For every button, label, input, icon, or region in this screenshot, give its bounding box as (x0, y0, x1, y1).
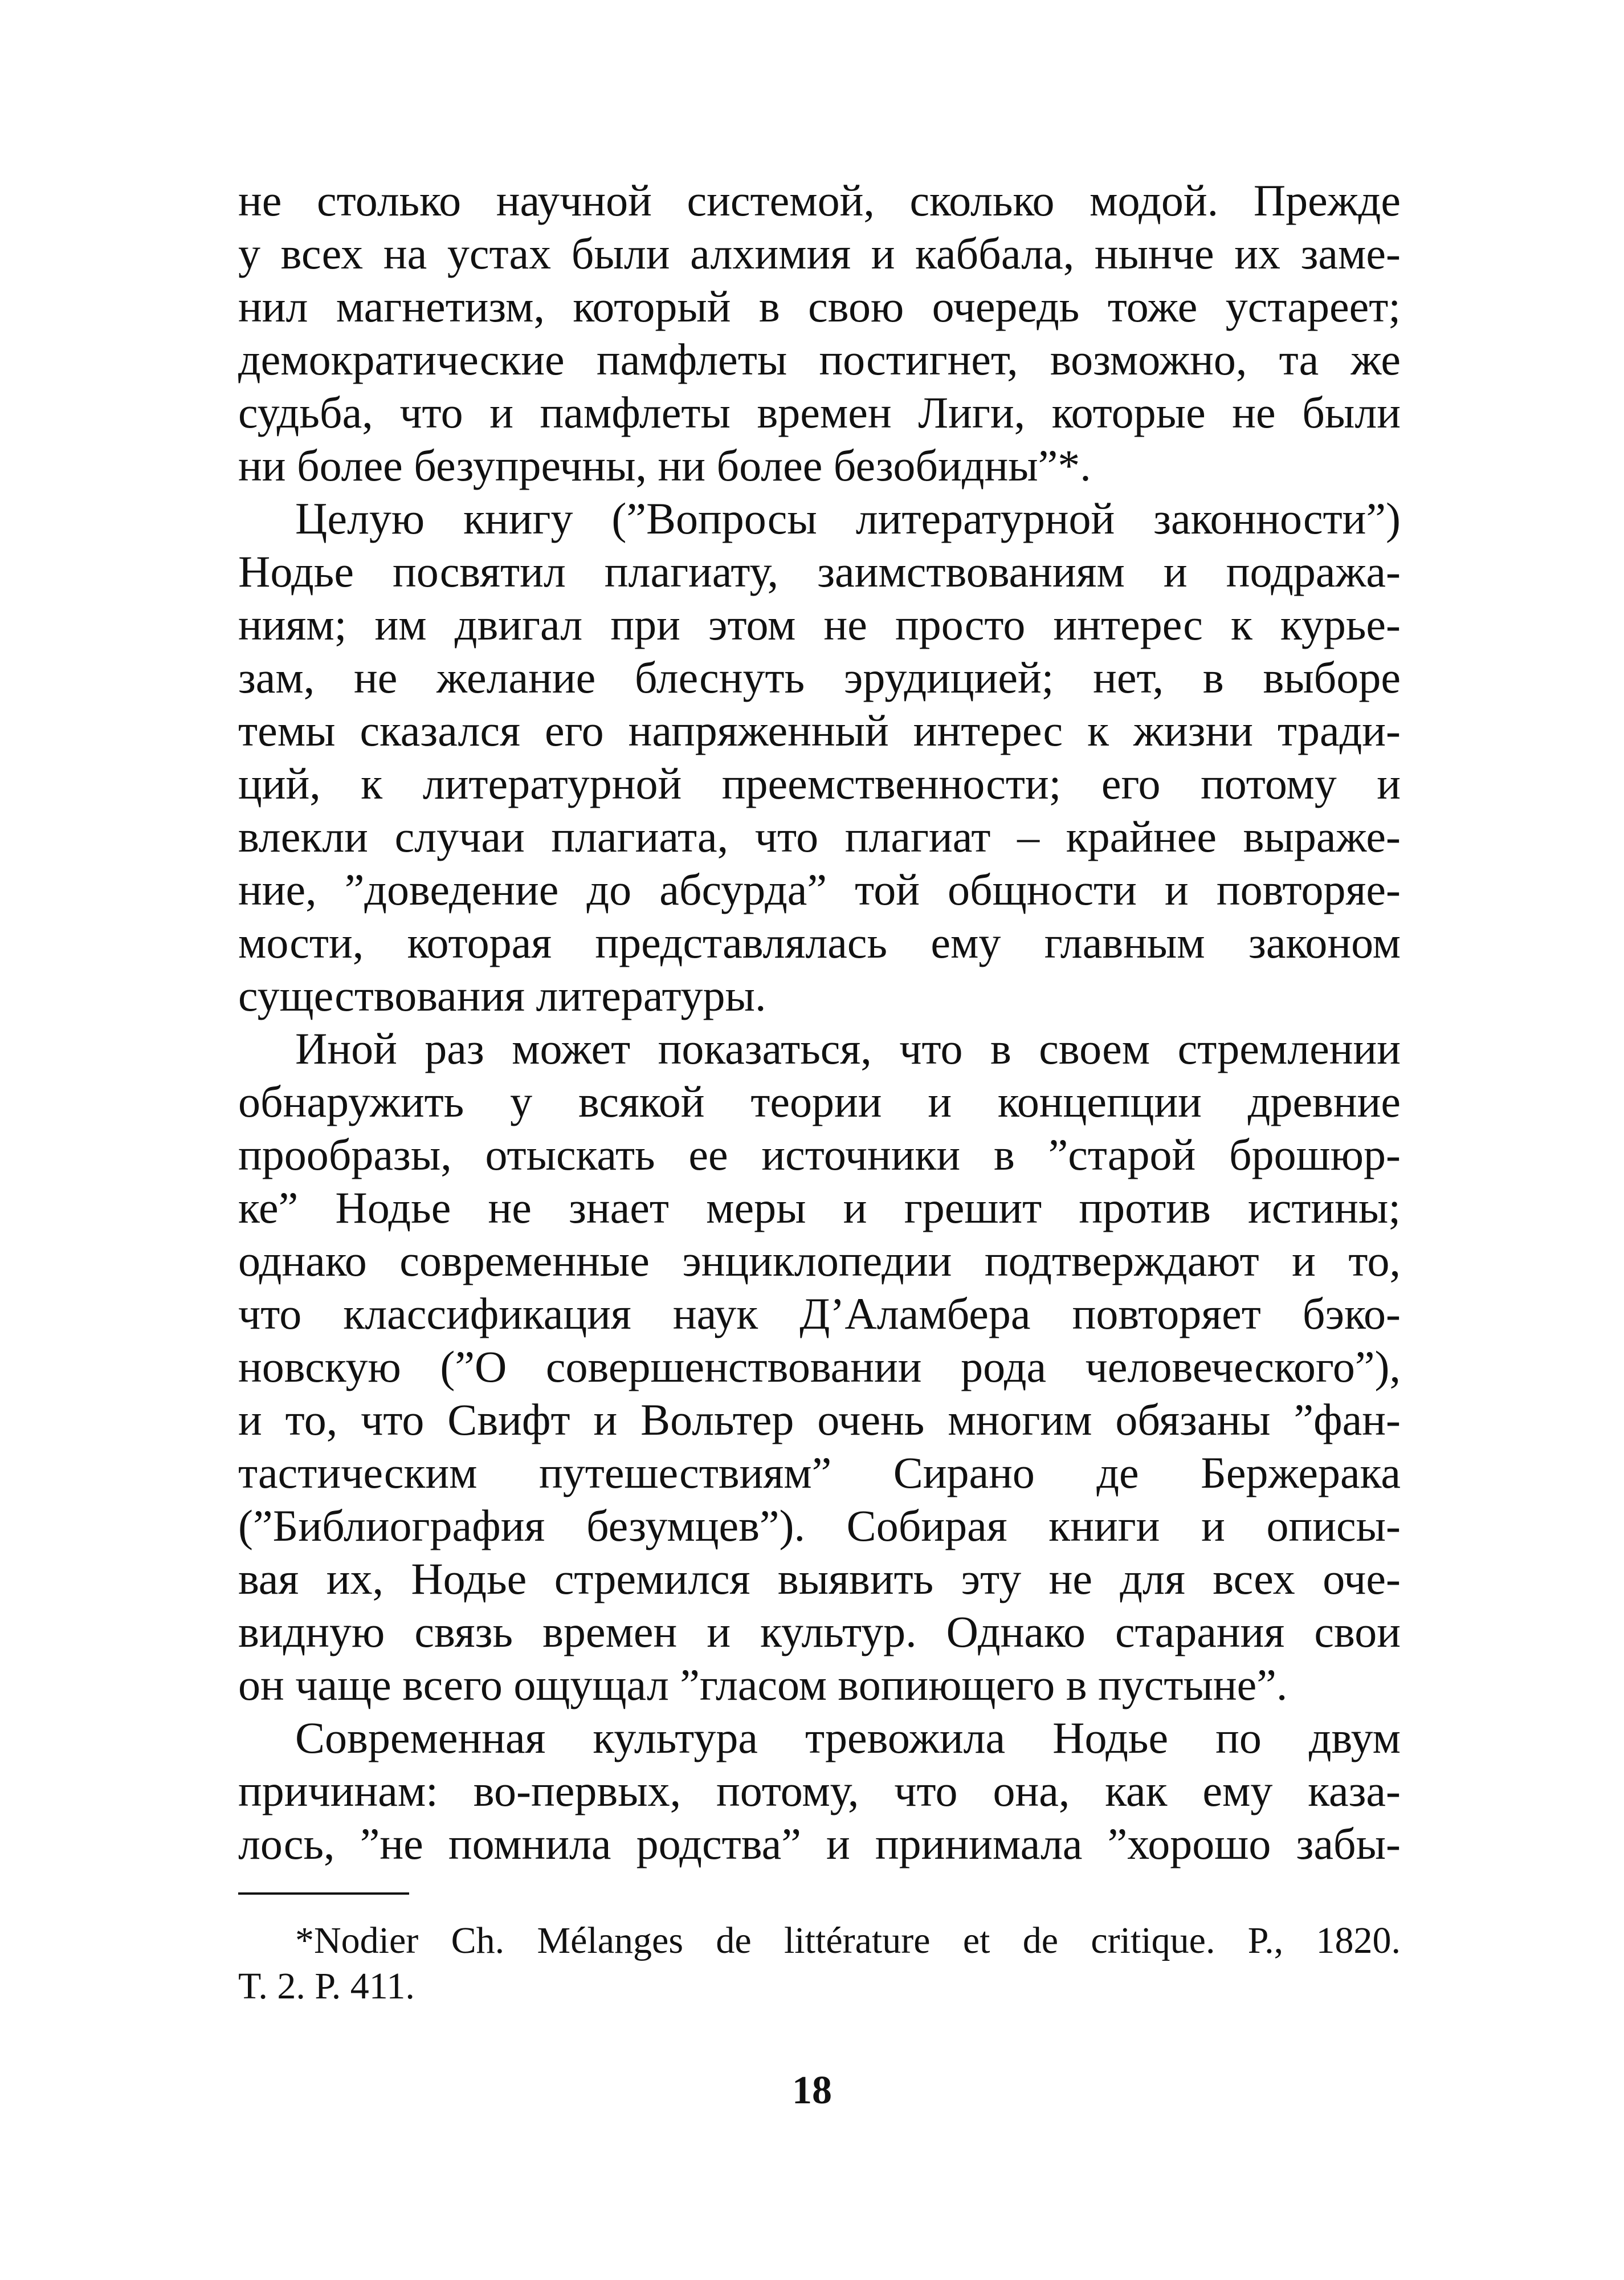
text-line: судьба, что и памфлеты времен Лиги, которые не были (238, 388, 1401, 437)
paragraph-first-line: Современная культура тревожила Нодье по двум (295, 1713, 1401, 1762)
text-line: существования литературы. (238, 971, 766, 1020)
footnote-line: T. 2. P. 411. (238, 1965, 415, 2007)
text-line: новскую (”О совершенствовании рода человеческого”), (238, 1342, 1401, 1391)
text-line: мости, которая представлялась ему главным законом (238, 918, 1401, 967)
text-line: темы сказался его напряженный интерес к жизни тради- (238, 706, 1401, 755)
text-line: что классификация наук Д’Аламбера повторяет бэко- (238, 1289, 1401, 1338)
footnote (238, 1918, 1401, 2009)
text-line: ни более безупречны, ни более безобидны”*. (238, 441, 1091, 490)
text-line: (”Библиография безумцев”). Собирая книги и описы- (238, 1501, 1401, 1550)
text-line: у всех на устах были алхимия и каббала, нынче их заме- (238, 229, 1401, 278)
paragraph-first-line: Иной раз может показаться, что в своем стремлении (295, 1024, 1401, 1073)
text-line: влекли случаи плагиата, что плагиат – крайнее выраже- (238, 812, 1401, 861)
paragraph-first-line: Целую книгу (”Вопросы литературной законности”) (295, 494, 1401, 543)
text-line: видную связь времен и культур. Однако старания свои (238, 1607, 1401, 1656)
page-number: 18 (792, 2069, 832, 2112)
text-line: демократические памфлеты постигнет, возможно, та же (238, 335, 1401, 384)
text-line: нил магнетизм, который в свою очередь тоже устареет; (238, 282, 1401, 331)
text-line: вая их, Нодье стремился выявить эту не для всех оче- (238, 1554, 1401, 1603)
text-line: однако современные энциклопедии подтверждают и то, (238, 1236, 1401, 1285)
text-line: зам, не желание блеснуть эрудицией; нет, в выборе (238, 653, 1401, 702)
text-line: лось, ”не помнила родства” и принимала ”хорошо забы- (238, 1819, 1401, 1868)
text-line: тастическим путешествиям” Сирано де Бержерака (238, 1448, 1401, 1497)
text-line: Нодье посвятил плагиату, заимствованиям и подража- (238, 547, 1401, 596)
text-line: он чаще всего ощущал ”гласом вопиющего в пустыне”. (238, 1660, 1288, 1709)
footnote-divider (238, 1892, 409, 1895)
text-line: обнаружить у всякой теории и концепции древние (238, 1077, 1401, 1126)
main-text (238, 174, 1401, 1870)
text-line: причинам: во-первых, потому, что она, как ему каза- (238, 1766, 1401, 1815)
text-line: ние, ”доведение до абсурда” той общности и повторяе- (238, 865, 1401, 914)
text-line: не столько научной системой, сколько модой. Прежде (238, 176, 1401, 225)
text-line: прообразы, отыскать ее источники в ”старой брошюр- (238, 1130, 1401, 1179)
text-line: ций, к литературной преемственности; его потому и (238, 759, 1401, 808)
text-line: ке” Нодье не знает меры и грешит против истины; (238, 1183, 1401, 1232)
text-line: ниям; им двигал при этом не просто интерес к курье- (238, 600, 1401, 649)
footnote-line: *Nodier Ch. Mélanges de littérature et de critique. P., 1820. (295, 1920, 1401, 1961)
text-line: и то, что Свифт и Вольтер очень многим обязаны ”фан- (238, 1395, 1401, 1444)
